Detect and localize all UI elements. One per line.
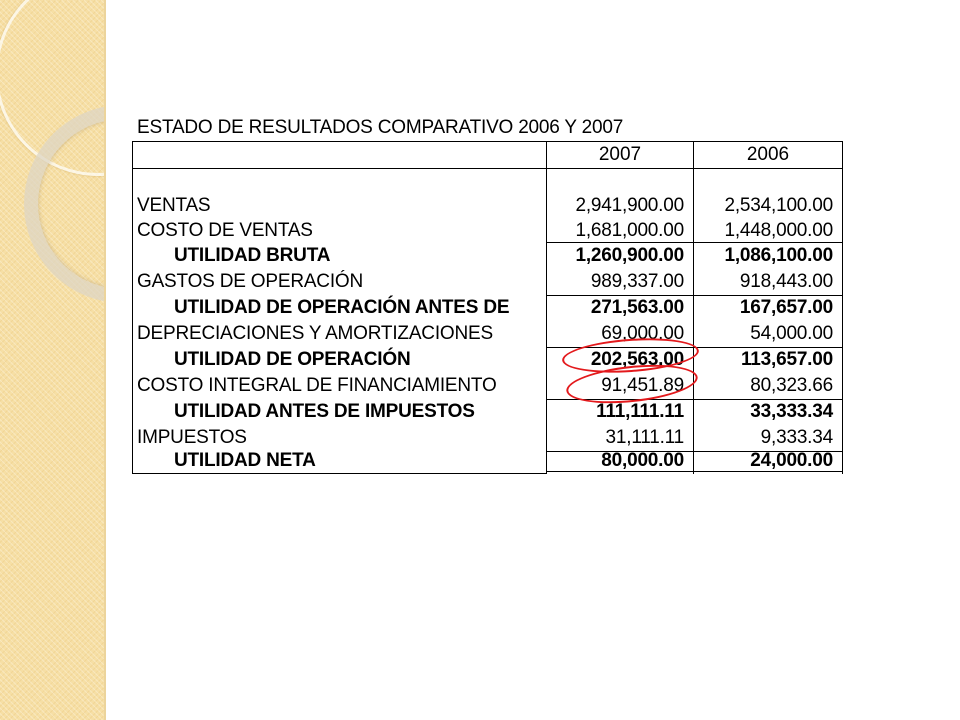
row-label: DEPRECIACIONES Y AMORTIZACIONES [137, 323, 493, 344]
decorative-sidebar [0, 0, 106, 720]
statement-title: ESTADO DE RESULTADOS COMPARATIVO 2006 Y 2007 [137, 117, 624, 138]
row-label: UTILIDAD BRUTA [174, 245, 331, 266]
value-2006: 54,000.00 [750, 323, 833, 344]
value-2007: 111,111.11 [596, 401, 684, 422]
income-statement-table [132, 141, 843, 474]
value-2007: 31,111.11 [605, 427, 684, 448]
row-label: COSTO INTEGRAL DE FINANCIAMIENTO [137, 375, 497, 396]
value-2007: 2,941,900.00 [575, 195, 684, 216]
sidebar-edge [104, 0, 106, 720]
value-2006: 113,657.00 [740, 349, 833, 370]
value-2007: 271,563.00 [590, 297, 684, 318]
row-label: UTILIDAD DE OPERACIÓN ANTES DE [174, 297, 510, 318]
row-label: VENTAS [137, 195, 211, 216]
value-2006: 1,448,000.00 [724, 220, 833, 241]
row-label: IMPUESTOS [137, 427, 247, 448]
row-label: COSTO DE VENTAS [137, 220, 313, 241]
row-label: UTILIDAD NETA [174, 450, 316, 471]
value-2007: 91,451.89 [601, 375, 684, 396]
header-underline [132, 168, 843, 169]
column-header-2006: 2006 [746, 144, 790, 165]
value-2006: 2,534,100.00 [724, 195, 833, 216]
value-2006: 80,323.66 [750, 375, 833, 396]
value-2007: 1,260,900.00 [575, 245, 684, 266]
value-2007: 1,681,000.00 [575, 220, 684, 241]
table-border-right [842, 141, 843, 474]
value-2006: 9,333.34 [760, 427, 833, 448]
value-2006: 33,333.34 [750, 401, 833, 422]
value-2006: 918,443.00 [739, 271, 833, 292]
row-label: UTILIDAD DE OPERACIÓN [174, 349, 411, 370]
table-border-left [132, 141, 133, 474]
row-label: GASTOS DE OPERACIÓN [137, 271, 364, 292]
value-2007: 69,000.00 [601, 323, 684, 344]
row-label: UTILIDAD ANTES DE IMPUESTOS [174, 401, 475, 422]
value-2006: 167,657.00 [739, 297, 833, 318]
value-2006: 24,000.00 [750, 450, 833, 471]
value-2007: 989,337.00 [590, 271, 684, 292]
value-2007: 202,563.00 [590, 349, 684, 370]
value-2007: 80,000.00 [601, 450, 684, 471]
value-2006: 1,086,100.00 [724, 245, 833, 266]
column-header-2007: 2007 [598, 144, 642, 165]
